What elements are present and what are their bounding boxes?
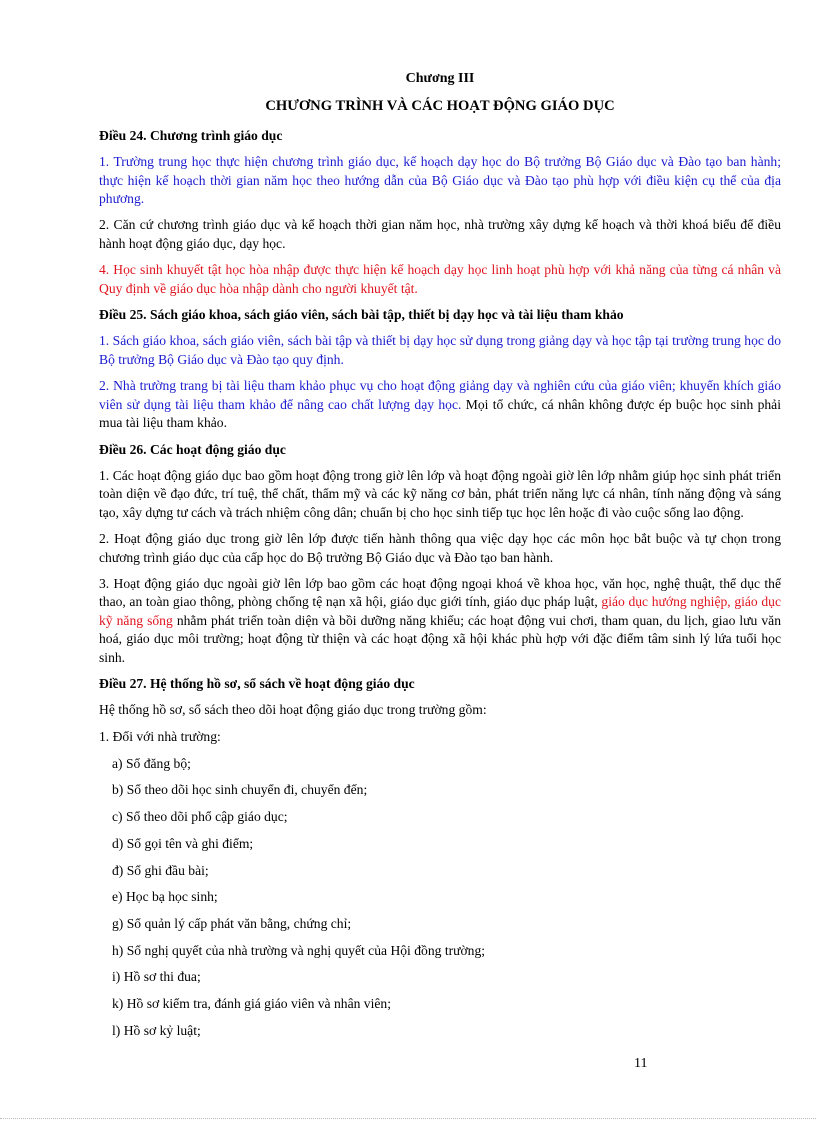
list-item: d) Sổ gọi tên và ghi điểm; (112, 835, 254, 851)
list-item: h) Sổ nghị quyết của nhà trường và nghị quyết của Hội đồng trường; (112, 942, 486, 958)
list-item: g) Sổ quản lý cấp phát văn bằng, chứng chỉ; (112, 916, 352, 931)
list-item: b) Sổ theo dõi học sinh chuyển đi, chuyển đến; (112, 782, 368, 798)
article-26-paragraph-3-part-b: nhằm phát triển toàn diện và bồi dưỡng năng khiếu; các hoạt động vui chơi, tham quan, du lịch, giao lưu văn hoá, giáo dục môi trường; hoạt động từ thiện và các hoạt động xã hội khác phù hợp với đặc điểm tâm sinh lý lứa tuổi học sinh. (99, 612, 782, 665)
article-26-heading: Điều 26. Các hoạt động giáo dục (99, 441, 286, 457)
chapter-number: Chương III (405, 71, 475, 86)
article-26-paragraph-2: 2. Hoạt động giáo dục trong giờ lên lớp được tiến hành thông qua việc dạy học các môn học bắt buộc và tự chọn trong chương trình giáo dục của cấp học do Bộ trưởng Bộ Giáo dục và Đào tạo ban hành. (99, 531, 781, 565)
article-24-paragraph-1: 1. Trường trung học thực hiện chương trình giáo dục, kế hoạch dạy học do Bộ trưởng Bộ Giáo dục và Đào tạo ban hành; thực hiện kế hoạch thời gian năm học theo hướng dẫn của Bộ Giáo dục và Đào tạo phù hợp với điều kiện cụ thể của địa phương. (99, 154, 781, 207)
page-number: 11 (634, 1056, 648, 1071)
article-25-paragraph-2 (99, 377, 781, 432)
article-24-heading: Điều 24. Chương trình giáo dục (99, 127, 283, 143)
list-item: k) Hồ sơ kiểm tra, đánh giá giáo viên và nhân viên; (112, 996, 391, 1012)
article-26-paragraph-1: 1. Các hoạt động giáo dục bao gồm hoạt động trong giờ lên lớp và hoạt động ngoài giờ lên lớp nhằm giúp học sinh phát triển toàn diện về đạo đức, trí tuệ, thể chất, thẩm mỹ và các kỹ năng cơ bản, phát triển năng lực cá nhân, tính năng động và sáng tạo, xây dựng tư cách và trách nhiệm công dân; chuẩn bị cho học sinh tiếp tục học lên hoặc đi vào cuộc sống lao động. (99, 467, 781, 520)
article-25-paragraph-1: 1. Sách giáo khoa, sách giáo viên, sách bài tập và thiết bị dạy học sử dụng trong giảng dạy và học tập tại trường trung học do Bộ trưởng Bộ Giáo dục và Đào tạo quy định. (99, 333, 781, 367)
document-page (99, 70, 781, 1049)
records-list (99, 755, 781, 1040)
article-27-heading: Điều 27. Hệ thống hồ sơ, sổ sách về hoạt động giáo dục (99, 675, 415, 691)
article-24-paragraph-4: 4. Học sinh khuyết tật học hòa nhập được thực hiện kế hoạch dạy học linh hoạt phù hợp với khả năng của từng cá nhân và Quy định về giáo dục hòa nhập dành cho người khuyết tật. (99, 262, 781, 296)
list-item: i) Hồ sơ thi đua; (112, 969, 201, 985)
list-item: e) Học bạ học sinh; (112, 889, 218, 905)
page-bottom-border (0, 1118, 816, 1120)
article-26-paragraph-3-highlight: giáo dục hướng nghiệp, giáo dục kỹ năng sống (99, 594, 781, 628)
list-item: a) Sổ đăng bộ; (112, 755, 191, 771)
article-27-section-1: 1. Đối với nhà trường: (99, 729, 221, 745)
article-25-paragraph-2-blue: 2. Nhà trường trang bị tài liệu tham khảo phục vụ cho hoạt động giảng dạy và nghiên cứu của giáo viên; khuyến khích giáo viên sử dụng tài liệu tham khảo để nâng cao chất lượng dạy học. (99, 378, 781, 412)
article-27-intro: Hệ thống hồ sơ, sổ sách theo dõi hoạt động giáo dục trong trường gồm: (99, 702, 487, 718)
chapter-title: CHƯƠNG TRÌNH VÀ CÁC HOẠT ĐỘNG GIÁO DỤC (265, 98, 615, 115)
article-26-paragraph-3-part-a: 3. Hoạt động giáo dục ngoài giờ lên lớp bao gồm các hoạt động ngoại khoá về khoa học, văn học, nghệ thuật, thể dục thể thao, an toàn giao thông, phòng chống tệ nạn xã hội, giáo dục giới tính, giáo dục pháp luật, (99, 575, 781, 610)
article-24-paragraph-2: 2. Căn cứ chương trình giáo dục và kế hoạch thời gian năm học, nhà trường xây dựng kế hoạch và thời khoá biểu để điều hành hoạt động giáo dục, dạy học. (99, 217, 781, 251)
article-26-paragraph-3 (99, 575, 781, 667)
list-item: c) Sổ theo dõi phổ cập giáo dục; (112, 809, 288, 825)
article-25-heading: Điều 25. Sách giáo khoa, sách giáo viên, sách bài tập, thiết bị dạy học và tài liệu tham khảo (99, 307, 624, 323)
article-25-paragraph-2-black: Mọi tổ chức, cá nhân không được ép buộc học sinh phải mua tài liệu tham khảo. (99, 396, 781, 431)
list-item: l) Hồ sơ kỷ luật; (112, 1022, 201, 1038)
list-item: đ) Sổ ghi đầu bài; (112, 862, 209, 878)
